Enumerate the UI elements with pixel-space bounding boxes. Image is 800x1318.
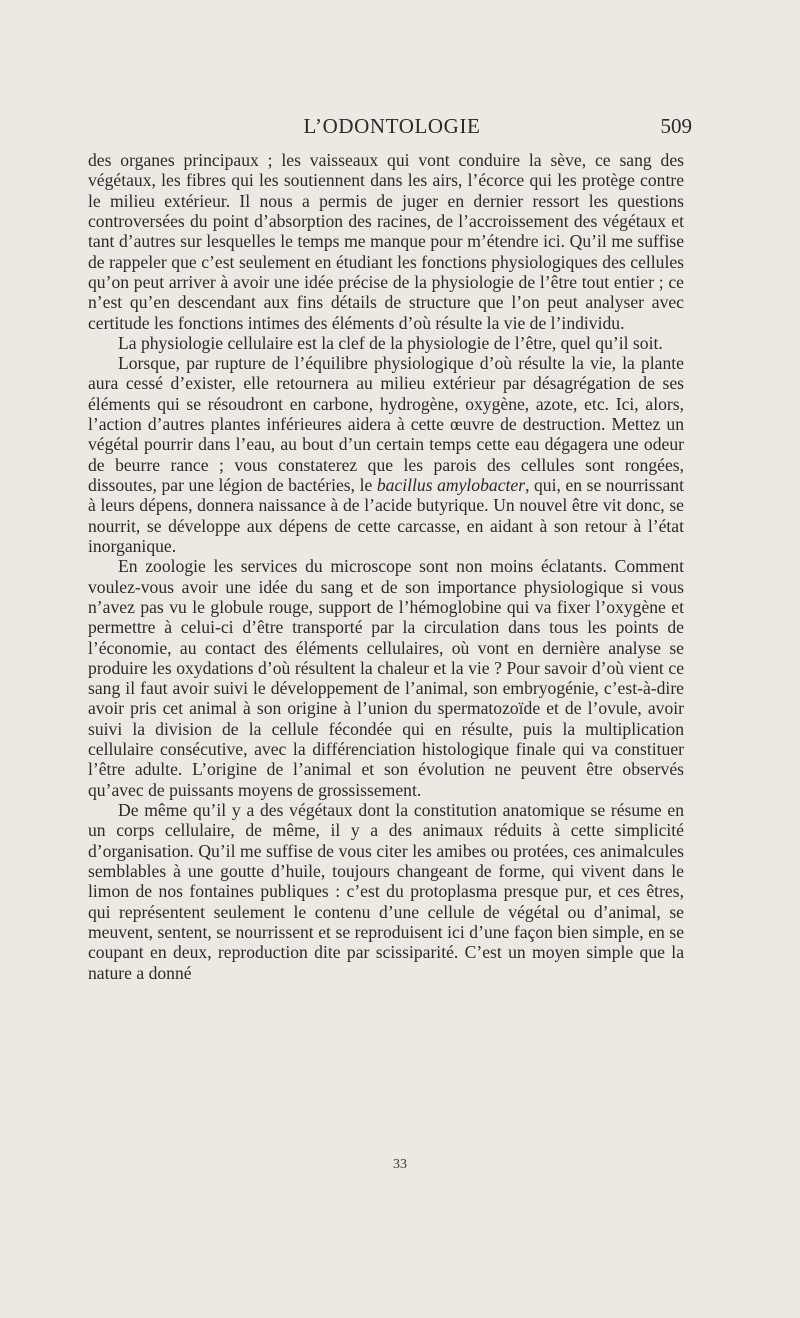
- page-number: 509: [660, 114, 692, 138]
- paragraph-3-text-after: , qui, en se nourrissant à leurs dépens, donnera naissance à de l’acide butyrique. Un nouvel être vit donc, se nourrit, se développe aux dépens de cette carcasse, en aidant à son retour à l’état inorganique.: [88, 475, 684, 556]
- paragraph-1: des organes principaux ; les vaisseaux qui vont conduire la sève, ce sang des végétaux, les fibres qui les soutiennent dans les airs, l’écorce qui les protège contre le milieu extérieur. Il nous a permis de juger en dernier ressort les questions controversées du point d’absorption des racines, de l’accroissement des végétaux et tant d’autres sur lesquelles le temps me manque pour m’étendre ici. Qu’il me suffise de rappeler que c’est seulement en étudiant les fonctions physiologiques des cellules qu’on peut arriver à avoir une idée précise de la physiologie de l’être tout entier ; ce n’est qu’en descendant aux fins détails de structure que l’on peut analyser avec certitude les fonctions intimes des éléments d’où résulte la vie de l’individu.: [88, 150, 684, 333]
- paragraph-3: [88, 353, 684, 556]
- signature-mark: 33: [393, 1157, 407, 1172]
- paragraph-2: La physiologie cellulaire est la clef de la physiologie de l’être, quel qu’il soit.: [118, 332, 663, 353]
- paragraph-4: En zoologie les services du microscope sont non moins éclatants. Comment voulez-vous avoir une idée du sang et de son importance physiologique si vous n’avez pas vu le globule rouge, support de l’hémoglobine qui va fixer l’oxygène et permettre à celui-ci d’être transporté par la circulation dans tous les points de l’économie, au contact des éléments cellulaires, où vont en dernière analyse se produire les oxydations d’où résultent la chaleur et la vie ? Pour savoir d’où vient ce sang il faut avoir suivi le développement de l’animal, son embryogénie, c’est-à-dire avoir pris cet animal à son origine à l’union du spermatozoïde et de l’ovule, avoir suivi la division de la cellule fécondée qui en résulte, puis la multiplication cellulaire consécutive, avec la différenciation histologique finale qui va constituer l’être adulte. L’origine de l’animal et son évolution ne peuvent être observés qu’avec de puissants moyens de grossissement.: [88, 556, 684, 800]
- body-text: [88, 150, 684, 983]
- running-head: [88, 112, 696, 142]
- running-title: L’ODONTOLOGIE: [303, 114, 481, 138]
- paragraph-3-text-before: Lorsque, par rupture de l’équilibre physiologique d’où résulte la vie, la plante aura cessé d’exister, elle retournera au milieu extérieur par désagrégation de ses éléments qui se résoudront en carbone, hydrogène, oxygène, azote, etc. Ici, alors, l’action d’autres plantes inférieures aidera à cette œuvre de destruction. Mettez un végétal pourrir dans l’eau, au bout d’un certain temps cette eau dégagera une odeur de beurre rance ; vous constaterez que les parois des cellules sont rongées, dissoutes, par une légion de bactéries, le: [88, 353, 684, 495]
- bacillus-name: bacillus amylobacter: [376, 475, 526, 495]
- paragraph-5: De même qu’il y a des végétaux dont la constitution anatomique se résume en un corps cellulaire, de même, il y a des animaux réduits à cette simplicité d’organisation. Qu’il me suffise de vous citer les amibes ou protées, ces animalcules semblables à une goutte d’huile, toujours changeant de forme, qui vivent dans le limon de nos fontaines publiques : c’est du protoplasma presque pur, et ces êtres, qui représentent seulement le contenu d’une cellule de végétal ou d’animal, se meuvent, sentent, se nourrissent et se reproduisent ici d’une façon bien simple, en se coupant en deux, reproduction dite par scissiparité. C’est un moyen simple que la nature a donné: [88, 800, 684, 983]
